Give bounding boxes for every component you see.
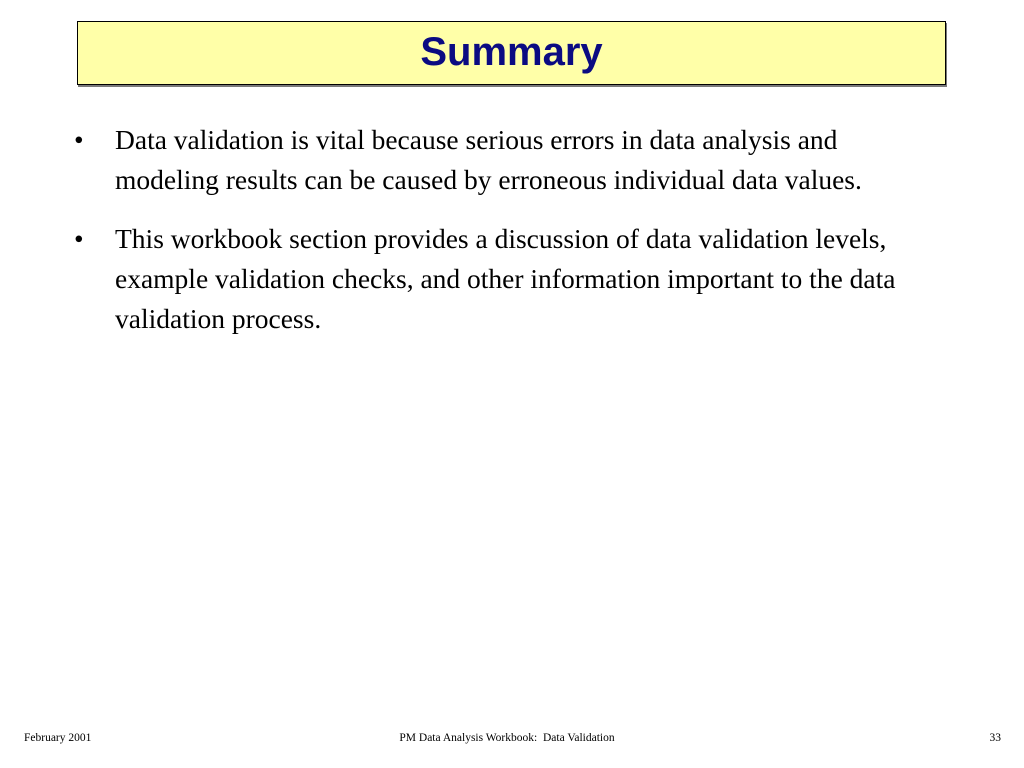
page-number: 33 — [989, 732, 1001, 744]
slide-title: Summary — [420, 30, 603, 74]
bullet-item — [0, 219, 1024, 339]
bullet-dot-icon: • — [74, 223, 84, 254]
bullet-item — [0, 120, 1024, 200]
footer-title: PM Data Analysis Workbook: Data Validation — [399, 732, 615, 744]
bullet-text: This workbook section provides a discussion of data validation levels, example validation checks, and other information important to the data validation process. — [115, 223, 896, 334]
slide-footer — [0, 730, 1024, 746]
bullet-text: Data validation is vital because serious errors in data analysis and modeling results can be caused by erroneous individual data values. — [115, 124, 862, 195]
bullet-list — [0, 120, 1024, 358]
bullet-dot-icon: • — [74, 124, 84, 155]
title-banner — [77, 21, 946, 85]
footer-date: February 2001 — [24, 732, 92, 744]
